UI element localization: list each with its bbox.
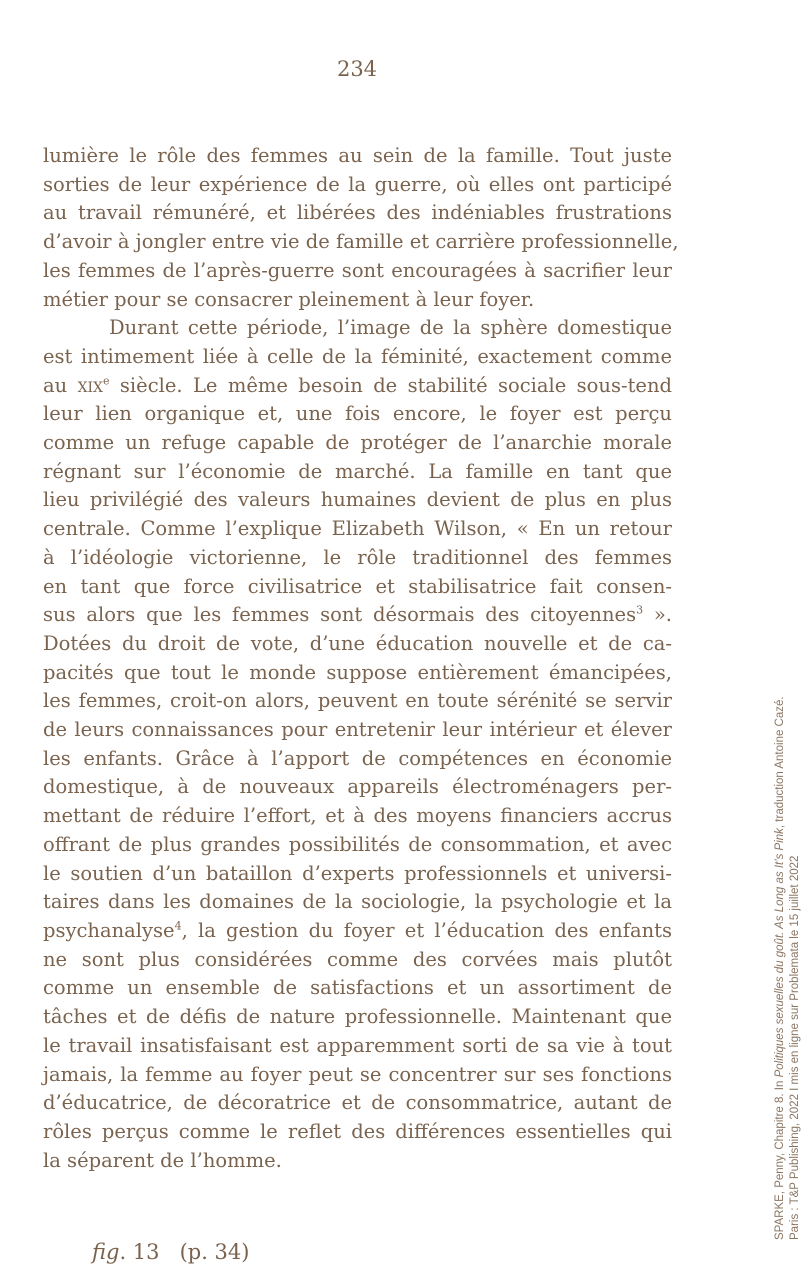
text-line: jamais, la femme au foyer peut se concentrer sur ses fonctions (43, 1062, 672, 1086)
credit-line-2: Paris : T&P Publishing, 2022 I mis en ligne sur Problemata le 15 juillet 2022 (789, 855, 801, 1240)
figure-number: . 13 (119, 1240, 160, 1264)
text-line: domestique, à de nouveaux appareils électroménagers per- (43, 775, 672, 799)
text-line: pacités que tout le monde suppose entièrement émancipées, (43, 660, 672, 684)
footnote-marker-3[interactable]: 3 (636, 603, 644, 617)
text-fragment: au (43, 373, 78, 397)
text-fragment: ». (643, 603, 672, 627)
figure-label: fig (92, 1240, 120, 1264)
text-line: Dotées du droit de vote, d’une éducation nouvelle et de ca- (43, 631, 672, 655)
text-line: rôles perçus comme le reflet des différences essentielles qui (43, 1119, 672, 1143)
body-text (43, 142, 679, 1175)
figure-reference[interactable] (92, 1239, 249, 1265)
figure-page-ref: (p. 34) (179, 1240, 250, 1264)
text-line: les enfants. Grâce à l’apport de compétences en économie (43, 746, 672, 770)
credit-line-1 (773, 560, 788, 1240)
text-line: tâches et de défis de nature professionnelle. Maintenant que (43, 1005, 672, 1029)
text-line: au travail rémunéré, et libérées des indéniables frustrations (43, 201, 672, 225)
text-line (43, 601, 672, 630)
text-line (43, 917, 672, 946)
text-line: leur lien organique et, une fois encore, le foyer est perçu (43, 402, 672, 426)
text-line: à l’idéologie victorienne, le rôle traditionnel des femmes (43, 545, 672, 569)
century-numeral: xix (77, 373, 104, 397)
text-line: lumière le rôle des femmes au sein de la famille. Tout juste (43, 144, 672, 167)
text-line: les femmes, croit-on alors, peuvent en toute sérénité se servir (43, 689, 672, 713)
paragraph-2 (43, 314, 672, 1175)
credit-translator: , traduction Antoine Cazé. (774, 696, 786, 829)
text-fragment: psychanalyse (43, 918, 175, 942)
text-line: comme un refuge capable de protéger de l’anarchie morale (43, 431, 672, 455)
text-line (43, 372, 672, 401)
text-line: sorties de leur expérience de la guerre, où elles ont participé (43, 172, 672, 196)
text-fragment: sus alors que les femmes sont désormais des citoyennes (43, 603, 637, 627)
text-line: offrant de plus grandes possibilités de consommation, et avec (43, 832, 672, 856)
text-line: centrale. Comme l’explique Elizabeth Wilson, « En un retour (43, 517, 672, 541)
credit-author: SPARKE, Penny, Chapitre 8. In (774, 1077, 786, 1240)
text-line: en tant que force civilisatrice et stabilisatrice fait consen- (43, 574, 672, 598)
text-fragment: , la gestion du foyer et l’éducation des enfants (181, 918, 672, 942)
text-line: taires dans les domaines de la sociologie, la psychologie et la (43, 890, 672, 914)
page-number: 234 (336, 57, 378, 81)
superscript: e (103, 374, 110, 388)
text-line: d’éducatrice, de décoratrice et de consommatrice, autant de (43, 1091, 672, 1115)
text-fragment: siècle. Le même besoin de stabilité sociale sous-tend (109, 373, 672, 397)
footnote-marker-4[interactable]: 4 (174, 919, 182, 933)
text-line: la séparent de l’homme. (43, 1148, 282, 1172)
text-line: est intimement liée à celle de la féminité, exactement comme (43, 344, 672, 368)
text-line: métier pour se consacrer pleinement à leur foyer. (43, 287, 535, 311)
text-line: ne sont plus considérées comme des corvées mais plutôt (43, 947, 672, 971)
side-credit (773, 560, 803, 1240)
text-line: le soutien d’un bataillon d’experts professionnels et universi- (43, 861, 672, 885)
text-line: d’avoir à jongler entre vie de famille et carrière professionnelle, (43, 230, 679, 254)
text-line: le travail insatisfaisant est apparemment sorti de sa vie à tout (43, 1033, 672, 1057)
text-line: comme un ensemble de satisfactions et un assortiment de (43, 976, 672, 1000)
text-line: lieu privilégié des valeurs humaines devient de plus en plus (43, 488, 672, 512)
text-line: les femmes de l’après-guerre sont encouragées à sacrifier leur (43, 258, 672, 282)
text-line: régnant sur l’économie de marché. La famille en tant que (43, 459, 672, 483)
text-line: mettant de réduire l’effort, et à des moyens financiers accrus (43, 804, 672, 828)
text-line: Durant cette période, l’image de la sphère domestique (109, 316, 672, 340)
text-line: de leurs connaissances pour entretenir leur intérieur et élever (43, 718, 672, 742)
credit-title: Politiques sexuelles du goût. As Long as It’s Pink (774, 828, 786, 1078)
paragraph-1 (43, 142, 679, 314)
